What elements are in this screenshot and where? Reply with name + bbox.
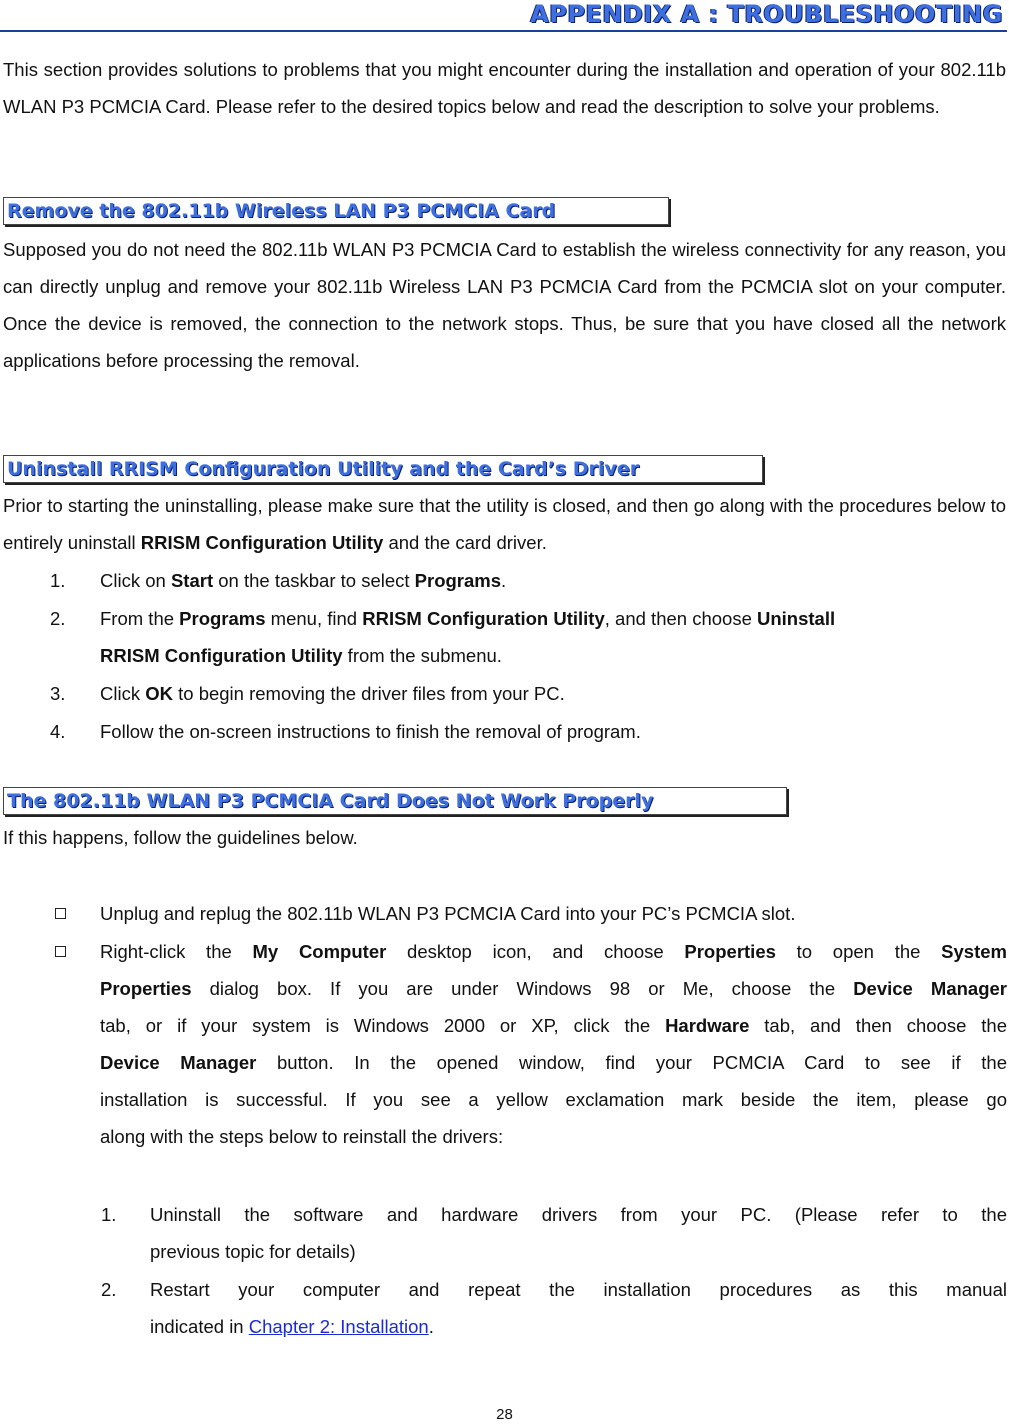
chapter-2-installation-link[interactable]: Chapter 2: Installation (248, 1316, 429, 1337)
uninstall-step-3: 3. Click OK to begin removing the driver files from your PC. (50, 683, 565, 704)
checkbox-bullet-icon (55, 908, 66, 919)
remove-paragraph: Supposed you do not need the 802.11b WLAN P3 PCMCIA Card to establish the wireless connectivity for any reason, you can directly unplug and remove your 802.11b Wireless LAN P3 PCMCIA Card from the PCMCIA slot on your computer. Once the device is removed, the connection to the network stops. Thus, be sure that you have closed all the network applications before processing the removal. (3, 239, 1006, 371)
guideline-1: Unplug and replug the 802.11b WLAN P3 PCMCIA Card into your PC’s PCMCIA slot. (100, 903, 796, 924)
uninstall-intro: Prior to starting the uninstalling, please make sure that the utility is closed, and then go along with the procedures below to entirely uninstall RRISM Configuration Utility and the card driver. (3, 495, 1006, 553)
guideline-2: Right-click the My Computer desktop icon, and choose Properties to open the System Properties dialog box. If you are under Windows 98 or Me, choose the Device Manager tab, or if your system is Windows 2000 or XP, click the Hardware tab, and then choose the Device Manager button. In the opened window, find your PCMCIA Card to see if the installation is successful. If you see a yellow exclamation mark beside the item, please go along with the steps below to reinstall the drivers: (100, 941, 1008, 1147)
checkbox-bullet-icon (55, 946, 66, 957)
section-heading-uninstall: Uninstall RRISM Configuration Utility and the Card’s Driver (3, 455, 763, 483)
uninstall-step-1: 1. Click on Start on the taskbar to select Programs. (50, 570, 507, 591)
page-header (0, 0, 1007, 32)
reinstall-step-2: 2. Restart your computer and repeat the installation procedures as this manual indicated in Chapter 2: Installation. (101, 1279, 1007, 1337)
reinstall-step-1: 1. Uninstall the software and hardware drivers from your PC. (Please refer to the previous topic for details) (101, 1204, 1007, 1262)
page-number: 28 (496, 1406, 513, 1423)
uninstall-step-2: 2. From the Programs menu, find RRISM Configuration Utility, and then choose Uninstall RRISM Configuration Utility from the submenu. (50, 608, 836, 666)
section-heading-remove: Remove the 802.11b Wireless LAN P3 PCMCIA Card (3, 197, 669, 225)
appendix-title: APPENDIX A : TROUBLESHOOTING (530, 0, 1003, 28)
not-working-intro: If this happens, follow the guidelines below. (3, 827, 358, 848)
uninstall-step-4: 4. Follow the on-screen instructions to finish the removal of program. (50, 721, 641, 742)
intro-paragraph: This section provides solutions to problems that you might encounter during the installation and operation of your 802.11b WLAN P3 PCMCIA Card. Please refer to the desired topics below and read the description to solve your problems. (3, 59, 1006, 117)
section-heading-not-working: The 802.11b WLAN P3 PCMCIA Card Does Not Work Properly (3, 787, 787, 815)
